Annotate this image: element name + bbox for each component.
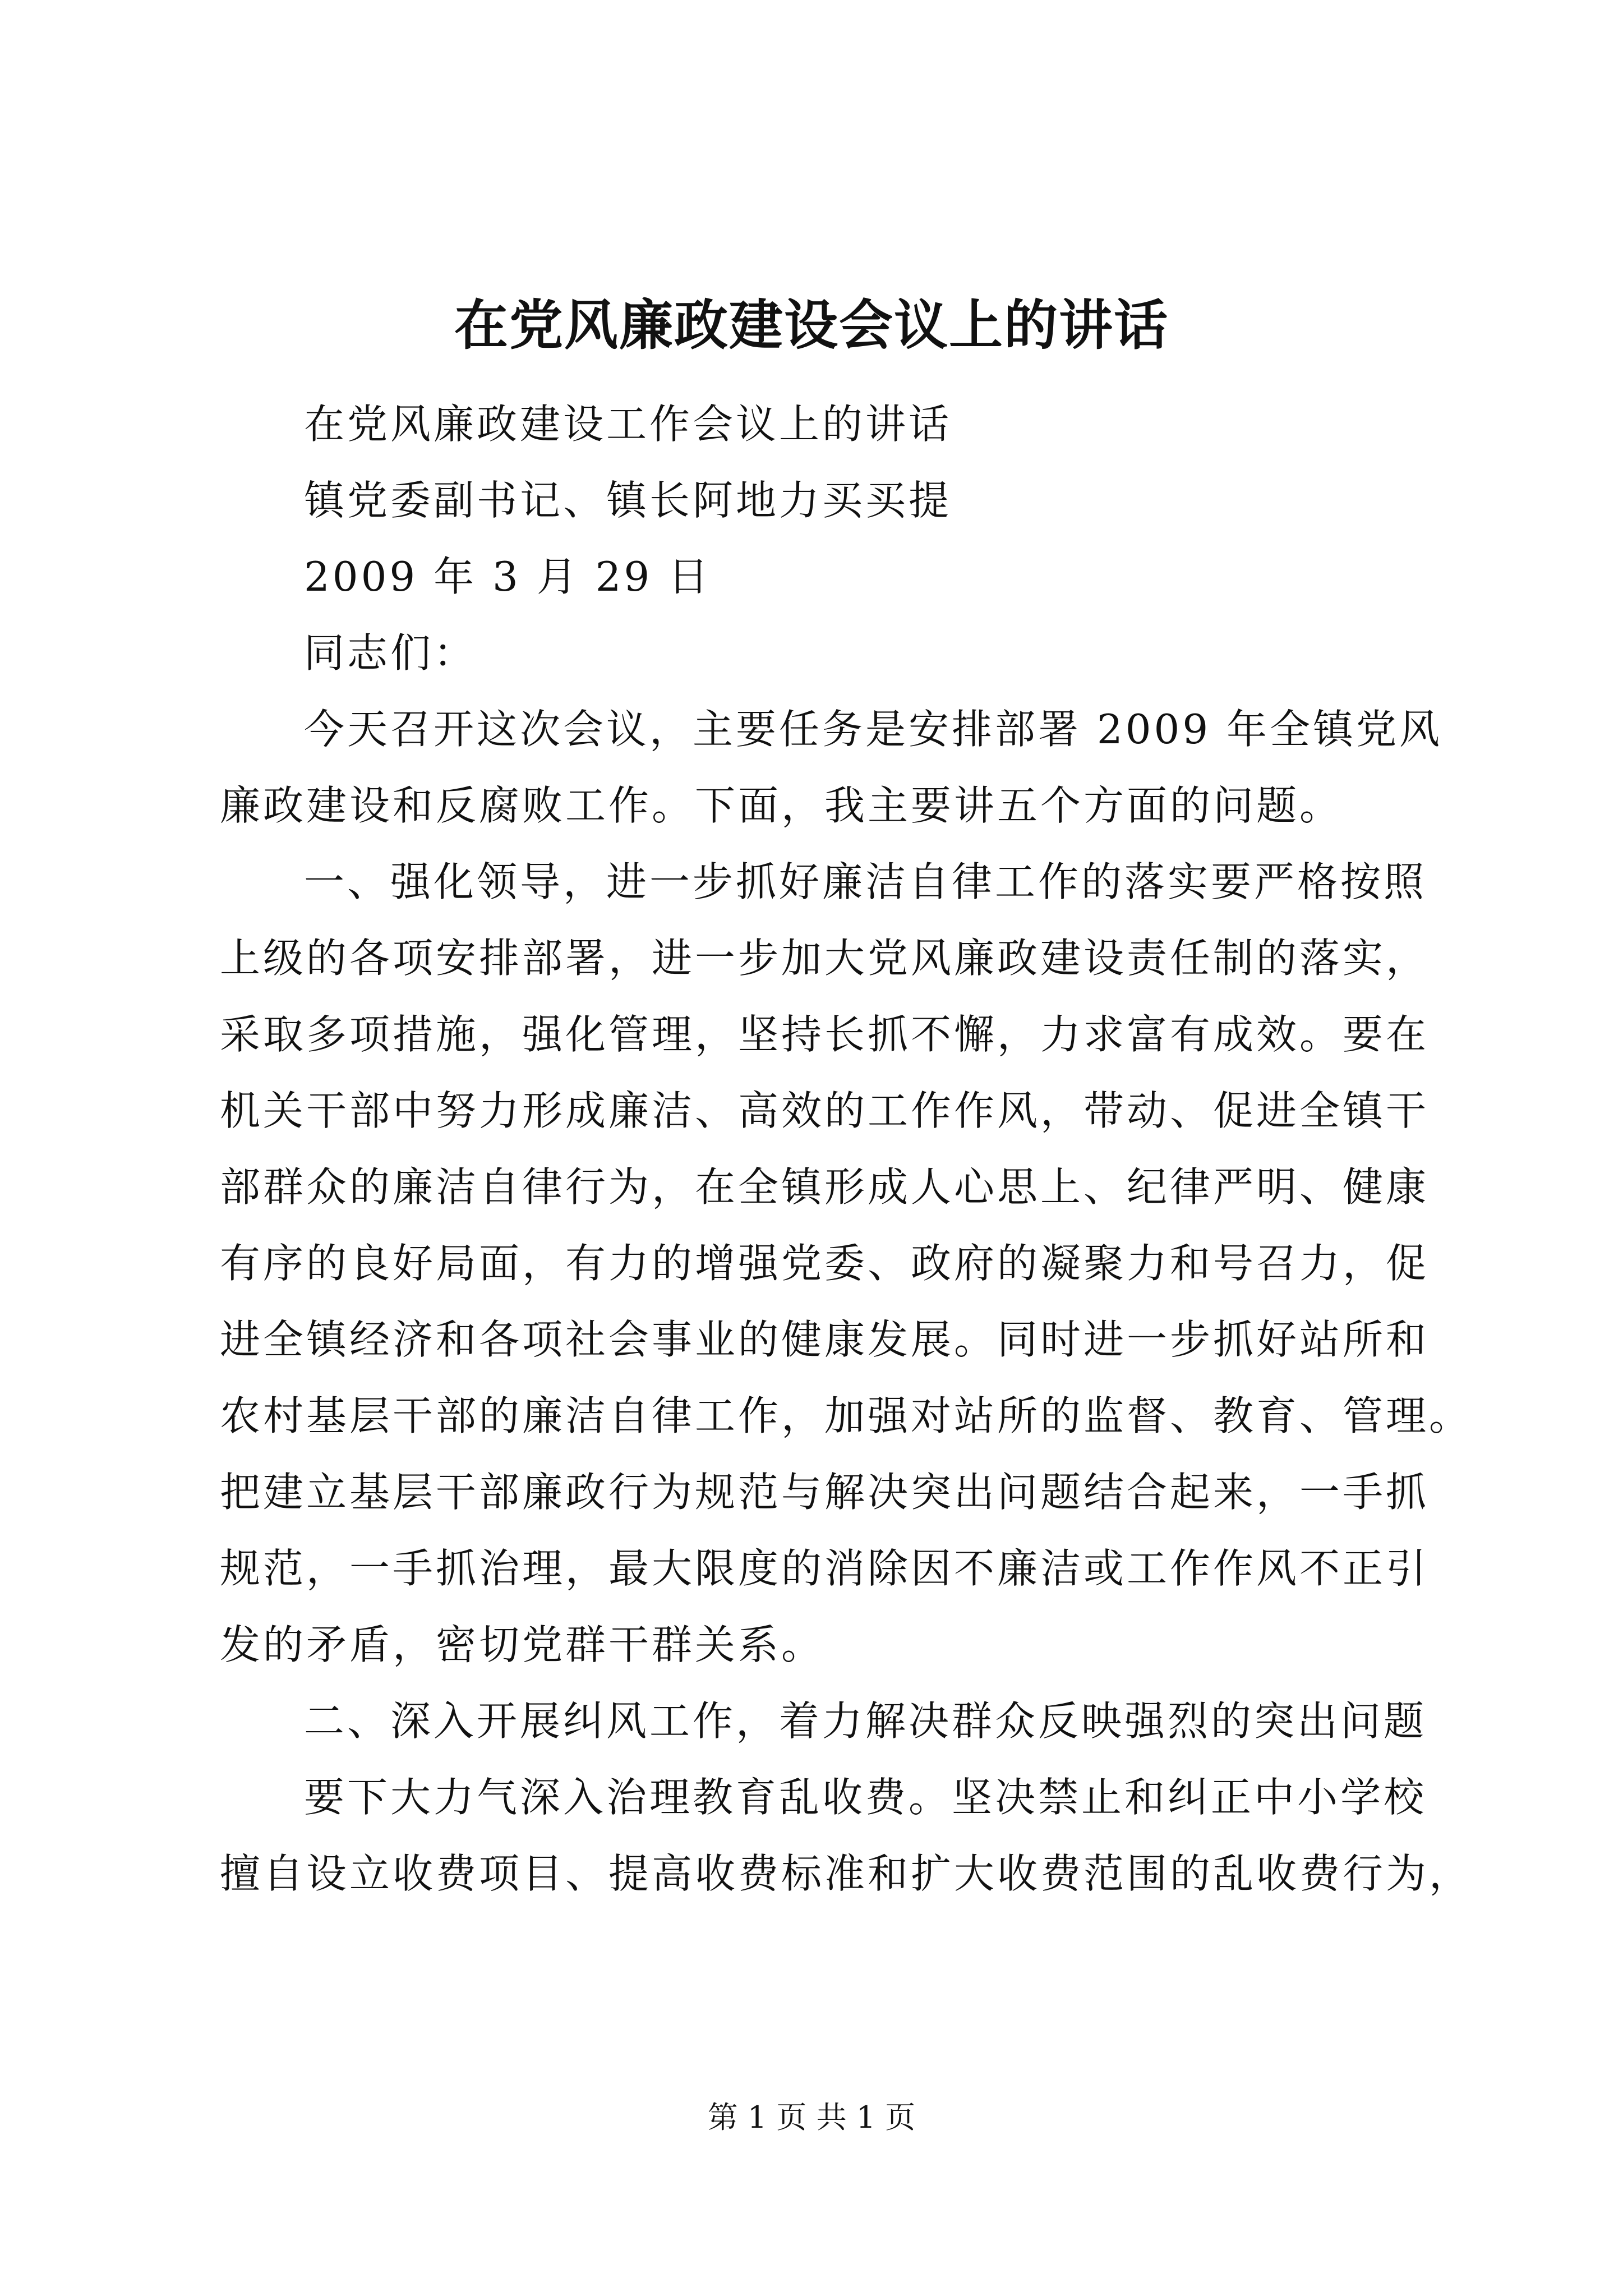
- paragraph-line: 把建立基层干部廉政行为规范与解决突出问题结合起来，一手抓: [220, 1469, 1430, 1516]
- paragraph-line: 进全镇经济和各项社会事业的健康发展。同时进一步抓好站所和: [220, 1316, 1430, 1363]
- paragraph-line: 采取多项措施，强化管理，坚持长抓不懈，力求富有成效。要在: [220, 1011, 1430, 1058]
- paragraph-line: 擅自设立收费项目、提高收费标准和扩大收费范围的乱收费行为，: [220, 1850, 1473, 1897]
- paragraph-line: 农村基层干部的廉洁自律工作，加强对站所的监督、教育、管理。: [220, 1392, 1473, 1439]
- document-body: [220, 386, 1473, 1912]
- paragraph-line: 有序的良好局面，有力的增强党委、政府的凝聚力和号召力，促: [220, 1240, 1430, 1287]
- page-footer: 第 1 页 共 1 页: [707, 2100, 916, 2135]
- document-title: 在党风廉政建设会议上的讲话: [454, 293, 1169, 357]
- paragraph-line: 要下大力气深入治理教育乱收费。坚决禁止和纠正中小学校: [304, 1774, 1427, 1821]
- paragraph-line: 规范，一手抓治理，最大限度的消除因不廉洁或工作作风不正引: [220, 1545, 1430, 1592]
- paragraph-line: 上级的各项安排部署，进一步加大党风廉政建设责任制的落实，: [220, 935, 1430, 982]
- date-line: 2009 年 3 月 29 日: [304, 553, 712, 600]
- subtitle-line: 在党风廉政建设工作会议上的讲话: [304, 401, 952, 448]
- section-heading: 二、深入开展纠风工作，着力解决群众反映强烈的突出问题: [304, 1697, 1427, 1745]
- salutation-line: 同志们：: [304, 629, 477, 677]
- paragraph-line: 部群众的廉洁自律行为，在全镇形成人心思上、纪律严明、健康: [220, 1163, 1430, 1211]
- paragraph-line: 廉政建设和反腐败工作。下面，我主要讲五个方面的问题。: [220, 782, 1343, 829]
- speaker-line: 镇党委副书记、镇长阿地力买买提: [304, 477, 952, 524]
- paragraph-line: 一、强化领导，进一步抓好廉洁自律工作的落实要严格按照: [304, 858, 1427, 905]
- paragraph-line: 发的矛盾，密切党群干群关系。: [220, 1621, 825, 1668]
- paragraph-line: 今天召开这次会议，主要任务是安排部署 2009 年全镇党风: [304, 706, 1443, 753]
- paragraph-line: 机关干部中努力形成廉洁、高效的工作作风，带动、促进全镇干: [220, 1087, 1430, 1134]
